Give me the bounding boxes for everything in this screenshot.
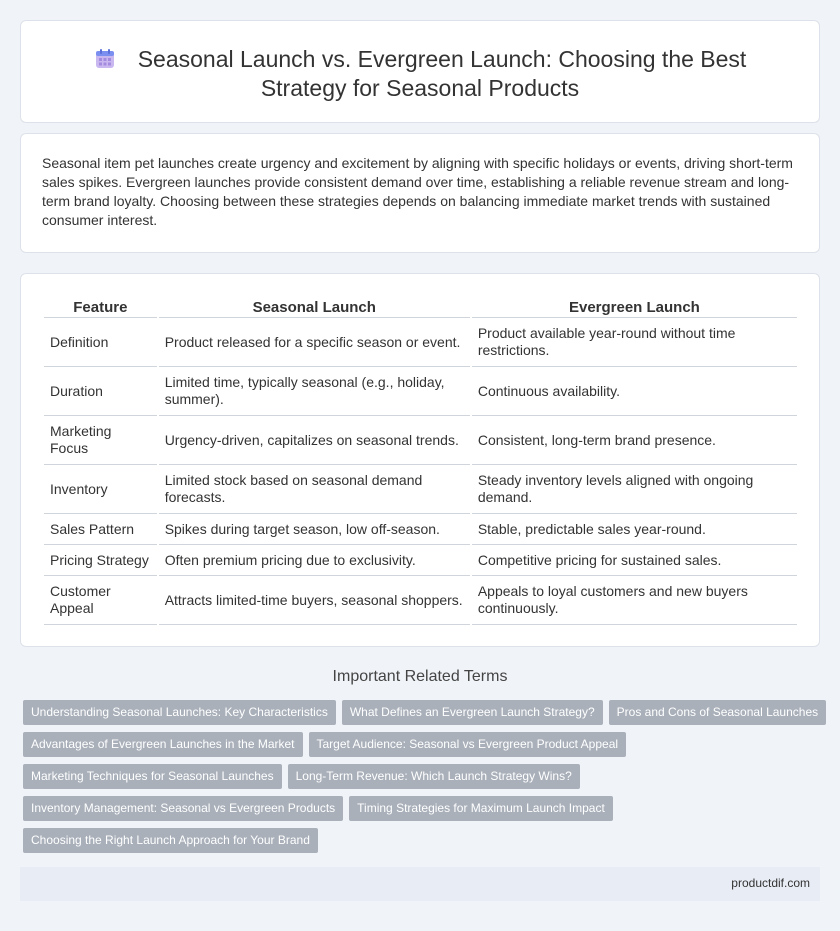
seasonal-cell: Product released for a specific season or event. bbox=[159, 318, 470, 367]
feature-cell: Inventory bbox=[44, 465, 157, 514]
title-line-2: Strategy for Seasonal Products bbox=[260, 75, 580, 101]
table-row bbox=[44, 465, 797, 514]
seasonal-cell: Limited stock based on seasonal demand forecasts. bbox=[159, 465, 470, 514]
related-term-tag[interactable]: What Defines an Evergreen Launch Strategy? bbox=[342, 700, 603, 725]
table-row bbox=[44, 367, 797, 416]
evergreen-cell: Competitive pricing for sustained sales. bbox=[472, 545, 797, 576]
table-row bbox=[44, 318, 797, 367]
comparison-table bbox=[42, 296, 799, 625]
feature-cell: Sales Pattern bbox=[44, 514, 157, 545]
table-row bbox=[44, 545, 797, 576]
related-term-tag[interactable]: Pros and Cons of Seasonal Launches bbox=[609, 700, 826, 725]
intro-paragraph: Seasonal item pet launches create urgency and excitement by aligning with specific holidays or events, driving short-term sales spikes. Evergreen launches provide consistent demand over time, establishing a reliable revenue stream and long-term brand loyalty. Choosing between these strategies depends on balancing immediate market trends with sustained consumer interest. bbox=[42, 155, 793, 228]
related-term-tag[interactable]: Long-Term Revenue: Which Launch Strategy Wins? bbox=[288, 764, 580, 789]
evergreen-cell: Consistent, long-term brand presence. bbox=[472, 416, 797, 465]
related-term-tag[interactable]: Target Audience: Seasonal vs Evergreen Product Appeal bbox=[309, 732, 627, 757]
seasonal-cell: Often premium pricing due to exclusivity. bbox=[159, 545, 470, 576]
related-term-tag[interactable]: Understanding Seasonal Launches: Key Characteristics bbox=[23, 700, 336, 725]
seasonal-cell: Urgency-driven, capitalizes on seasonal trends. bbox=[159, 416, 470, 465]
feature-cell: Marketing Focus bbox=[44, 416, 157, 465]
seasonal-cell: Attracts limited-time buyers, seasonal shoppers. bbox=[159, 576, 470, 625]
comparison-card bbox=[20, 273, 820, 647]
header-seasonal: Seasonal Launch bbox=[159, 296, 470, 318]
evergreen-cell: Stable, predictable sales year-round. bbox=[472, 514, 797, 545]
related-term-tag[interactable]: Inventory Management: Seasonal vs Evergreen Products bbox=[23, 796, 343, 821]
seasonal-cell: Spikes during target season, low off-season. bbox=[159, 514, 470, 545]
evergreen-cell: Continuous availability. bbox=[472, 367, 797, 416]
related-terms-list bbox=[23, 700, 823, 860]
page-title bbox=[21, 45, 819, 103]
title-line-1: Seasonal Launch vs. Evergreen Launch: Choosing the Best bbox=[137, 46, 747, 72]
feature-cell: Definition bbox=[44, 318, 157, 367]
feature-cell: Duration bbox=[44, 367, 157, 416]
related-terms-heading: Important Related Terms bbox=[332, 668, 508, 685]
evergreen-cell: Steady inventory levels aligned with ongoing demand. bbox=[472, 465, 797, 514]
related-term-tag[interactable]: Timing Strategies for Maximum Launch Impact bbox=[349, 796, 613, 821]
table-header-row bbox=[44, 296, 797, 318]
table-row bbox=[44, 514, 797, 545]
feature-cell: Customer Appeal bbox=[44, 576, 157, 625]
footer bbox=[20, 867, 820, 901]
feature-cell: Pricing Strategy bbox=[44, 545, 157, 576]
evergreen-cell: Product available year-round without time restrictions. bbox=[472, 318, 797, 367]
related-term-tag[interactable]: Choosing the Right Launch Approach for Your Brand bbox=[23, 828, 318, 853]
related-term-tag[interactable]: Advantages of Evergreen Launches in the Market bbox=[23, 732, 303, 757]
footer-site-link[interactable]: productdif.com bbox=[731, 876, 810, 890]
table-row bbox=[44, 416, 797, 465]
related-term-tag[interactable]: Marketing Techniques for Seasonal Launches bbox=[23, 764, 282, 789]
table-row bbox=[44, 576, 797, 625]
calendar-icon bbox=[94, 48, 116, 70]
header-evergreen: Evergreen Launch bbox=[472, 296, 797, 318]
header-feature: Feature bbox=[44, 296, 157, 318]
evergreen-cell: Appeals to loyal customers and new buyers continuously. bbox=[472, 576, 797, 625]
seasonal-cell: Limited time, typically seasonal (e.g., holiday, summer). bbox=[159, 367, 470, 416]
title-card bbox=[20, 20, 820, 123]
intro-card bbox=[20, 133, 820, 253]
